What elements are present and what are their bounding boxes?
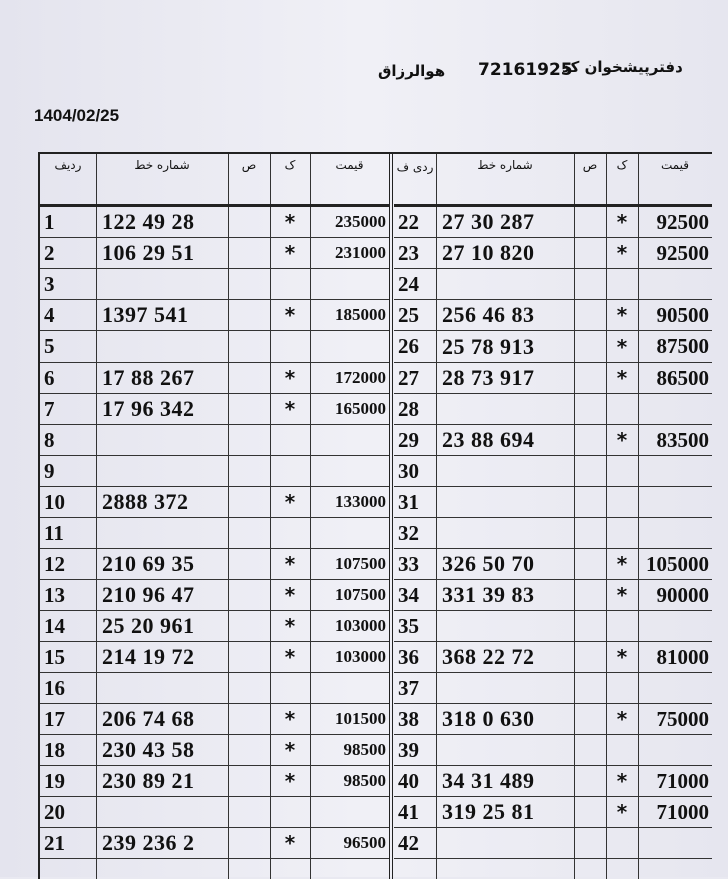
header-line-number: شماره خط — [134, 158, 190, 172]
table-row — [40, 673, 389, 704]
price-value: 235000 — [335, 212, 386, 231]
line-number — [96, 518, 228, 548]
row-number: 30 — [398, 458, 419, 483]
row-number: 39 — [398, 737, 419, 762]
mark-asterisk: * — [284, 769, 296, 793]
row-number: 31 — [398, 489, 419, 514]
table-row — [40, 549, 389, 580]
mark-asterisk: * — [616, 303, 628, 327]
mark-asterisk: * — [616, 769, 628, 793]
mark-asterisk: * — [616, 707, 628, 731]
price-value — [638, 518, 712, 548]
line-number: 230 89 21 — [102, 768, 195, 793]
line-number: 27 30 287 — [442, 209, 535, 234]
price-value: 86500 — [656, 365, 709, 390]
mark-asterisk — [270, 456, 310, 486]
line-number: 25 20 961 — [102, 613, 195, 638]
line-number: 1397 541 — [102, 302, 189, 327]
row-number: 21 — [44, 830, 65, 855]
line-number — [436, 456, 574, 486]
table-row — [394, 238, 712, 269]
mark-asterisk: * — [616, 583, 628, 607]
line-number: 210 69 35 — [102, 551, 195, 576]
price-value — [310, 673, 389, 703]
line-number — [96, 425, 228, 455]
row-number: 35 — [398, 613, 419, 638]
line-number: 122 49 28 — [102, 209, 195, 234]
header-k: ک — [284, 158, 296, 172]
line-number — [96, 797, 228, 827]
table-row — [394, 549, 712, 580]
line-number: 210 96 47 — [102, 582, 195, 607]
row-number: 25 — [398, 302, 419, 327]
header-price: قیمت — [335, 158, 364, 172]
line-number — [96, 269, 228, 299]
mark-asterisk: * — [284, 366, 296, 390]
mark-asterisk — [606, 611, 638, 641]
mark-asterisk — [270, 425, 310, 455]
row-number: 10 — [44, 489, 65, 514]
table-right-half — [394, 154, 712, 879]
table-row — [40, 300, 389, 331]
line-number — [436, 394, 574, 424]
line-number — [436, 611, 574, 641]
table-row — [394, 518, 712, 549]
mark-asterisk: * — [616, 552, 628, 576]
mark-asterisk — [606, 394, 638, 424]
price-value: 98500 — [343, 771, 386, 790]
mark-asterisk: * — [284, 552, 296, 576]
table-row — [394, 300, 712, 331]
line-number: 318 0 630 — [442, 706, 535, 731]
line-number — [96, 456, 228, 486]
price-value: 231000 — [335, 243, 386, 262]
mark-asterisk — [606, 456, 638, 486]
table-row — [40, 363, 389, 394]
price-value: 87500 — [656, 334, 709, 358]
price-value — [310, 425, 389, 455]
row-number: 22 — [398, 209, 419, 234]
row-number: 13 — [44, 582, 65, 607]
header-price-right: قیمت — [660, 158, 690, 172]
mark-asterisk: * — [616, 366, 628, 390]
price-value — [310, 269, 389, 299]
mark-asterisk — [606, 828, 638, 858]
table-row — [394, 766, 712, 797]
line-number — [436, 673, 574, 703]
line-number: 23 88 694 — [442, 427, 535, 452]
line-number: 368 22 72 — [442, 644, 535, 669]
mark-asterisk: * — [284, 490, 296, 514]
line-number: 27 10 820 — [442, 240, 535, 265]
price-value: 90500 — [656, 302, 709, 327]
line-number: 256 46 83 — [442, 302, 535, 327]
row-number: 27 — [398, 365, 419, 390]
mark-asterisk: * — [284, 645, 296, 669]
line-number: 230 43 58 — [102, 737, 195, 762]
table-row — [394, 735, 712, 766]
row-number: 14 — [44, 613, 65, 638]
table-row — [40, 766, 389, 797]
row-number: 3 — [44, 271, 55, 296]
row-number: 17 — [44, 706, 65, 731]
price-value: 90000 — [656, 582, 709, 607]
row-number: 38 — [398, 706, 419, 731]
header-s: ص — [241, 158, 257, 172]
table-row — [40, 425, 389, 456]
line-number: 214 19 72 — [102, 644, 195, 669]
table-row — [394, 487, 712, 518]
price-value: 133000 — [335, 492, 386, 511]
price-value — [638, 394, 712, 424]
row-number: 11 — [44, 520, 64, 545]
table-left-half — [40, 154, 393, 879]
table-row — [394, 269, 712, 300]
mark-asterisk: * — [284, 614, 296, 638]
mark-asterisk: * — [284, 210, 296, 234]
header-row-no-right: ردی ف — [396, 160, 434, 174]
table-row — [394, 207, 712, 238]
table-row — [394, 642, 712, 673]
office-code: 72161925 — [478, 60, 573, 80]
price-value — [638, 487, 712, 517]
row-number: 19 — [44, 768, 65, 793]
document-date: 1404/02/25 — [34, 106, 120, 125]
price-value: 107500 — [335, 554, 386, 573]
table-row — [394, 331, 712, 363]
table-row — [40, 611, 389, 642]
row-number: 7 — [44, 396, 55, 421]
price-table — [38, 152, 712, 879]
price-value: 92500 — [656, 209, 709, 234]
header-row-no: ردیف — [54, 158, 82, 172]
table-row — [40, 269, 389, 300]
mark-asterisk — [606, 269, 638, 299]
price-value: 96500 — [343, 833, 386, 852]
table-row — [394, 611, 712, 642]
line-number: 17 88 267 — [102, 365, 195, 390]
table-row — [394, 456, 712, 487]
price-value: 165000 — [335, 399, 386, 418]
row-number: 33 — [398, 551, 419, 576]
table-row — [394, 580, 712, 611]
line-number: 331 39 83 — [442, 582, 535, 607]
line-number: 2888 372 — [102, 489, 189, 514]
row-number: 2 — [44, 240, 55, 265]
row-number: 24 — [398, 271, 419, 296]
price-value: 185000 — [335, 305, 386, 324]
mark-asterisk — [270, 269, 310, 299]
line-number: 28 73 917 — [442, 365, 535, 390]
line-number — [436, 735, 574, 765]
row-number: 28 — [398, 396, 419, 421]
line-number — [436, 487, 574, 517]
row-number: 41 — [398, 799, 419, 824]
row-number: 20 — [44, 799, 65, 824]
price-value — [638, 456, 712, 486]
table-row — [394, 425, 712, 456]
row-number: 15 — [44, 644, 65, 669]
row-number: 5 — [44, 334, 55, 358]
table-row — [394, 828, 712, 859]
price-value: 92500 — [656, 240, 709, 265]
price-value — [310, 518, 389, 548]
row-number: 34 — [398, 582, 419, 607]
line-number: 206 74 68 — [102, 706, 195, 731]
row-number: 9 — [44, 458, 55, 483]
table-row — [40, 828, 389, 859]
line-number: 25 78 913 — [442, 333, 535, 359]
table-row — [40, 487, 389, 518]
table-row — [394, 363, 712, 394]
row-number: 37 — [398, 675, 419, 700]
table-row — [394, 704, 712, 735]
price-value — [638, 828, 712, 858]
table-row — [394, 797, 712, 828]
price-value: 83500 — [656, 427, 709, 452]
price-value: 103000 — [335, 647, 386, 666]
mark-asterisk: * — [616, 800, 628, 824]
price-value — [310, 797, 389, 827]
price-value — [638, 735, 712, 765]
line-number — [436, 518, 574, 548]
line-number: 106 29 51 — [102, 240, 195, 265]
table-row — [40, 797, 389, 828]
line-number: 326 50 70 — [442, 551, 535, 576]
price-value — [638, 673, 712, 703]
mark-asterisk: * — [284, 303, 296, 327]
mark-asterisk — [606, 487, 638, 517]
mark-asterisk — [270, 673, 310, 703]
price-value: 105000 — [646, 551, 709, 576]
row-number: 26 — [398, 334, 419, 358]
mark-asterisk — [270, 797, 310, 827]
table-row — [394, 394, 712, 425]
price-value: 71000 — [656, 768, 709, 793]
mark-asterisk: * — [284, 707, 296, 731]
row-number: 40 — [398, 768, 419, 793]
line-number — [96, 331, 228, 362]
table-row — [40, 642, 389, 673]
line-number — [436, 269, 574, 299]
price-value: 75000 — [656, 706, 709, 731]
line-number: 319 25 81 — [442, 799, 535, 824]
price-value — [310, 331, 389, 362]
mark-asterisk: * — [284, 583, 296, 607]
mark-asterisk: * — [284, 738, 296, 762]
table-row — [40, 735, 389, 766]
mark-asterisk: * — [284, 831, 296, 855]
mark-asterisk: * — [284, 241, 296, 265]
motto: هوالرزاق — [378, 62, 446, 80]
row-number: 6 — [44, 365, 55, 390]
price-value — [638, 611, 712, 641]
mark-asterisk — [606, 673, 638, 703]
header-line-number-right: شماره خط — [477, 158, 533, 172]
mark-asterisk — [606, 518, 638, 548]
table-row — [40, 518, 389, 549]
row-number: 18 — [44, 737, 65, 762]
table-row — [40, 207, 389, 238]
mark-asterisk — [270, 331, 310, 362]
price-value: 101500 — [335, 709, 386, 728]
header-s-right: ص — [582, 158, 598, 172]
header-k-right: ک — [616, 158, 628, 172]
table-row — [40, 456, 389, 487]
mark-asterisk: * — [616, 428, 628, 452]
row-number: 12 — [44, 551, 65, 576]
line-number — [436, 828, 574, 858]
table-row — [40, 580, 389, 611]
mark-asterisk: * — [616, 210, 628, 234]
price-value: 81000 — [656, 644, 709, 669]
row-number: 42 — [398, 830, 419, 855]
table-row — [394, 673, 712, 704]
price-value: 172000 — [335, 368, 386, 387]
row-number: 1 — [44, 209, 55, 234]
mark-asterisk — [606, 735, 638, 765]
row-number: 8 — [44, 427, 55, 452]
mark-asterisk: * — [616, 645, 628, 669]
price-value: 98500 — [343, 740, 386, 759]
price-value: 103000 — [335, 616, 386, 635]
row-number: 4 — [44, 302, 55, 327]
mark-asterisk: * — [616, 334, 628, 359]
price-value — [310, 456, 389, 486]
row-number: 32 — [398, 520, 419, 545]
row-number: 29 — [398, 427, 419, 452]
table-row — [40, 331, 389, 363]
line-number: 239 236 2 — [102, 830, 195, 855]
mark-asterisk — [270, 518, 310, 548]
office-title: دفترپیشخوان کد — [562, 58, 683, 76]
price-value: 71000 — [656, 799, 709, 824]
table-row — [40, 238, 389, 269]
row-number: 16 — [44, 675, 65, 700]
line-number: 17 96 342 — [102, 396, 195, 421]
mark-asterisk: * — [616, 241, 628, 265]
table-row — [40, 394, 389, 425]
line-number — [96, 673, 228, 703]
row-number: 23 — [398, 240, 419, 265]
price-value — [638, 269, 712, 299]
mark-asterisk: * — [284, 397, 296, 421]
line-number: 34 31 489 — [442, 768, 535, 793]
row-number: 36 — [398, 644, 419, 669]
table-row — [40, 704, 389, 735]
price-value: 107500 — [335, 585, 386, 604]
